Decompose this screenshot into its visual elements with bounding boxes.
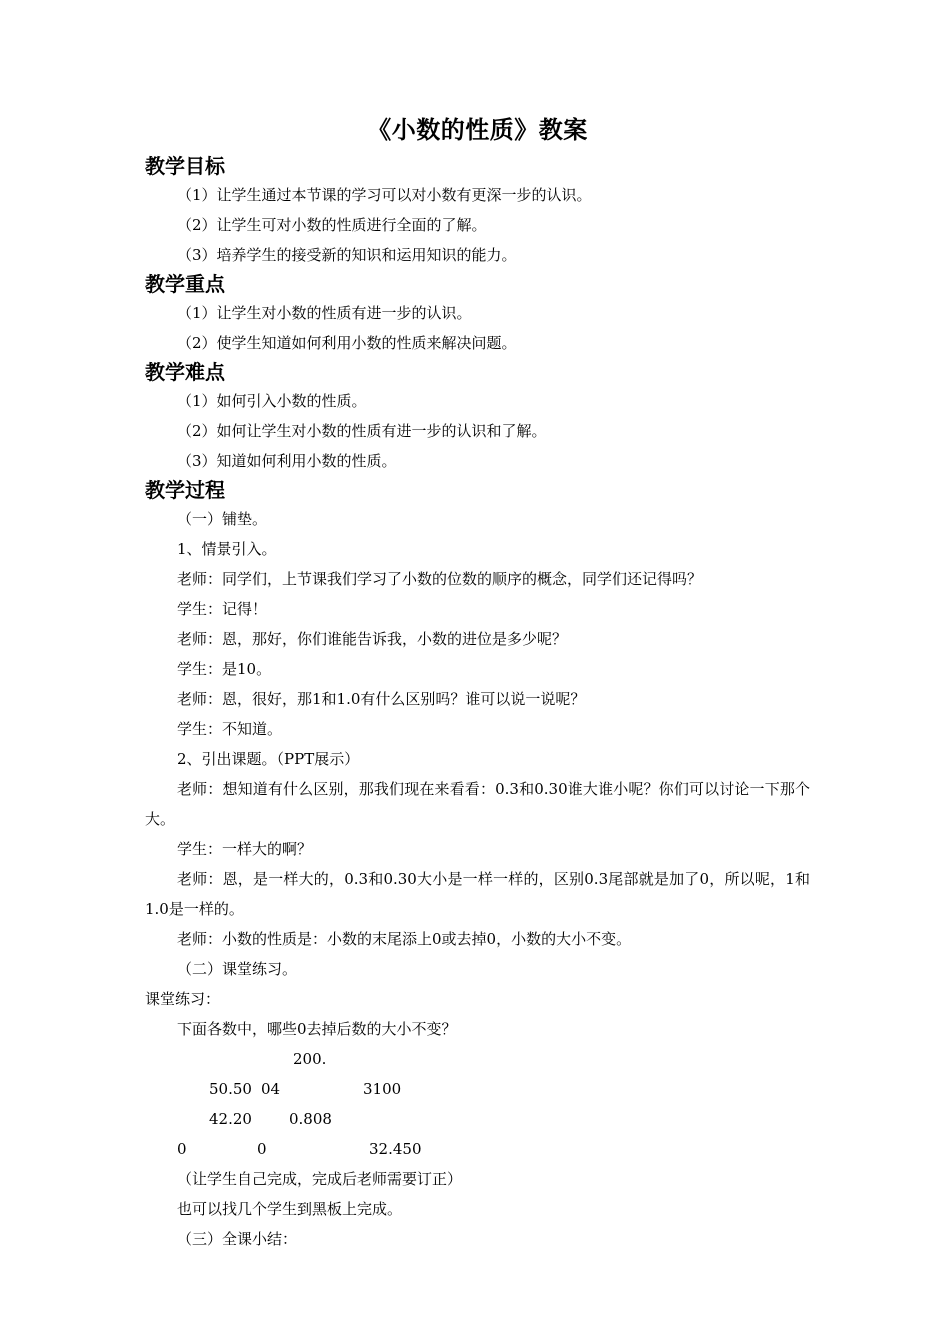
number-value: 42.200 (177, 1110, 252, 1158)
section-heading-process: 教学过程 (145, 478, 225, 502)
key-point-item: （1）让学生对小数的性质有进一步的认识。 (177, 304, 472, 322)
practice-question: 下面各数中，哪些0去掉后数的大小不变？ (177, 1020, 457, 1038)
section-heading-difficulties: 教学难点 (145, 360, 225, 384)
process-line: 老师：想知道有什么区别，那我们现在来看看：0.3和0.30谁大谁小呢？你们可以讨论一下那个大。 (145, 780, 810, 828)
key-point-item: （2）使学生知道如何利用小数的性质来解决问题。 (177, 334, 517, 352)
number-value: 50.50 (209, 1080, 252, 1098)
numbers-row-1 (145, 1044, 810, 1104)
difficulty-item: （2）如何让学生对小数的性质有进一步的认识和了解。 (177, 422, 547, 440)
goal-item: （2）让学生可对小数的性质进行全面的了解。 (177, 216, 487, 234)
goal-item: （1）让学生通过本节课的学习可以对小数有更深一步的认识。 (177, 186, 592, 204)
process-line: 学生：不知道。 (177, 720, 283, 738)
process-line: 学生：是10。 (177, 660, 272, 678)
document-title: 《小数的性质》教案 (367, 115, 588, 144)
numbers-row-2 (145, 1104, 810, 1164)
number-value: 32.450 (369, 1140, 422, 1158)
process-after-line: （让学生自己完成，完成后老师需要订正） (177, 1170, 463, 1188)
number-value: 3100 (363, 1080, 402, 1098)
process-line: 学生：记得！ (177, 600, 268, 618)
process-line: 老师：恩，是一样大的，0.3和0.30大小是一样一样的，区别0.3尾部就是加了0，所以呢，1和1.0是一样的。 (145, 870, 810, 918)
goal-item: （3）培养学生的接受新的知识和运用知识的能力。 (177, 246, 517, 264)
difficulty-item: （3）知道如何利用小数的性质。 (177, 452, 397, 470)
process-line: 1、情景引入。 (177, 540, 277, 558)
process-line: 老师：恩，很好，那1和1.0有什么区别吗？谁可以说一说呢？ (177, 690, 586, 708)
process-line: （一）铺垫。 (177, 510, 268, 528)
process-line: 老师：恩，那好，你们谁能告诉我，小数的进位是多少呢？ (177, 630, 568, 648)
number-value: 0.8080 (257, 1110, 332, 1158)
practice-label: 课堂练习： (145, 990, 221, 1008)
process-line: 学生：一样大的啊？ (177, 840, 313, 858)
process-line: 老师：同学们，上节课我们学习了小数的位数的顺序的概念，同学们还记得吗？ (177, 570, 703, 588)
number-value: 200.04 (261, 1050, 327, 1098)
process-after-line: （三）全课小结： (177, 1230, 298, 1248)
process-line: 老师：小数的性质是：小数的末尾添上0或去掉0，小数的大小不变。 (177, 930, 632, 948)
section-heading-key-points: 教学重点 (145, 272, 225, 296)
process-line: 2、引出课题。（PPT展示） (177, 750, 360, 768)
process-line: （二）课堂练习。 (177, 960, 298, 978)
process-after-line: 也可以找几个学生到黑板上完成。 (177, 1200, 403, 1218)
document-page (145, 110, 810, 1254)
difficulty-item: （1）如何引入小数的性质。 (177, 392, 367, 410)
section-heading-goals: 教学目标 (145, 154, 225, 178)
